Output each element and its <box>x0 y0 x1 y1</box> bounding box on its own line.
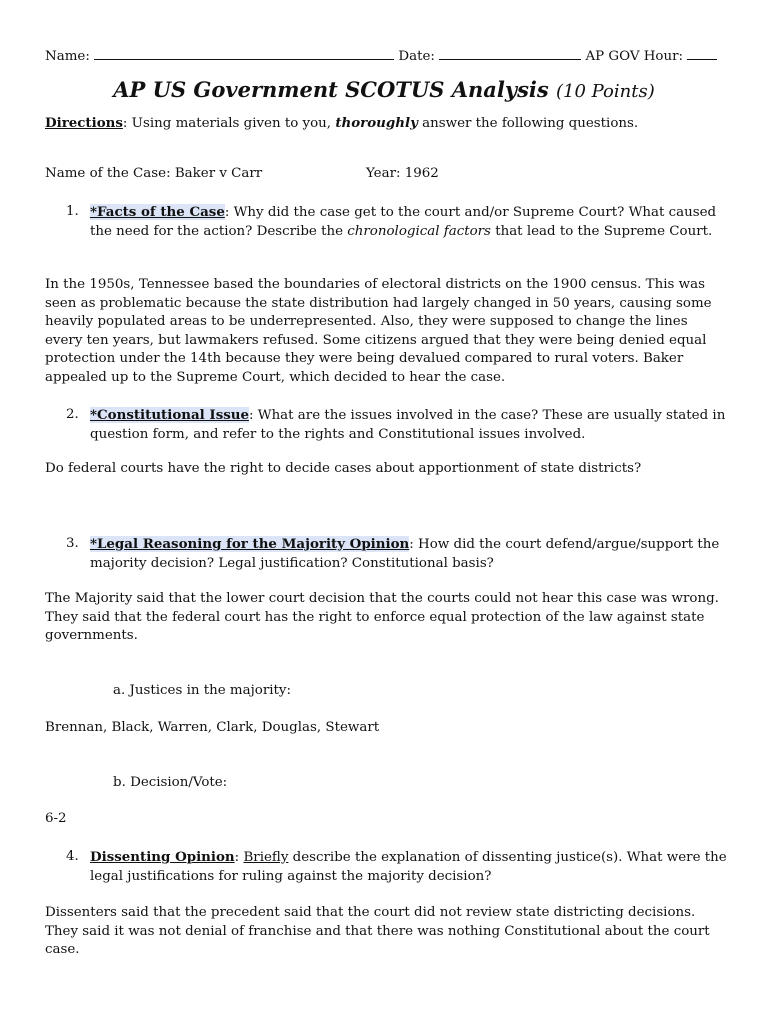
page-title <box>0 77 768 105</box>
name-label: Name: <box>45 49 90 64</box>
case-year: Year: 1962 <box>366 166 439 181</box>
q4-emph: Briefly <box>243 850 289 865</box>
q4-answer: Dissenters said that the precedent said that the court did not review state districting decisions. They said it was not denial of franchise and that there was nothing Constitutional about the court case. <box>45 905 710 957</box>
q3-sub-a-label: a. Justices in the majority: <box>113 683 291 698</box>
q3-sub-b-label: b. Decision/Vote: <box>113 775 228 790</box>
q1-answer: In the 1950s, Tennessee based the boundaries of electoral districts on the 1900 census. This was seen as problematic because the state distribution had largely changed in 50 years, causing some heavily populated areas to be underrepresented. Also, they were supposed to change the lines every ten years, but lawmakers refused. Some citizens argued that they were being denied equal protection under the 14th because they were being devalued compared to rural voters. Baker appealed up to the Supreme Court, which decided to hear the case. <box>45 277 712 385</box>
q2-text: : What are the issues involved in the case? These are usually stated in question form, and refer to the rights and Constitutional issues involved. <box>90 408 726 442</box>
q4-prompt <box>90 848 730 886</box>
q4-text-a: : <box>234 850 244 865</box>
date-label: Date: <box>398 49 435 64</box>
q1-prompt <box>90 203 730 241</box>
q3-answer: The Majority said that the lower court decision that the courts could not hear this case was wrong. They said that the federal court has the right to enforce equal protection of the law against state governments. <box>45 591 719 643</box>
name-blank[interactable] <box>94 46 394 60</box>
q2-number: 2. <box>66 407 79 422</box>
q3-prompt <box>90 535 730 573</box>
q1-number: 1. <box>66 204 79 219</box>
q3-text: : How did the court defend/argue/support the majority decision? Legal justification? Constitutional basis? <box>90 537 720 571</box>
q1-label: *Facts of the Case <box>90 204 225 220</box>
hour-blank[interactable] <box>687 46 717 60</box>
directions-emph: thoroughly <box>335 115 418 131</box>
hour-label: AP GOV Hour: <box>585 49 684 64</box>
directions-after: answer the following questions. <box>417 116 639 131</box>
q3-sub-b-answer: 6-2 <box>45 811 67 826</box>
title-points: (10 Points) <box>556 81 655 102</box>
directions <box>45 114 725 134</box>
q1-text-a: : Why did the case get to the court and/or Supreme Court? What caused the need for the action? Describe the <box>90 205 717 239</box>
q1-text-b: that lead to the Supreme Court. <box>490 223 713 239</box>
q4-number: 4. <box>66 849 79 864</box>
q4-label: Dissenting Opinion <box>90 849 235 865</box>
header-line <box>45 46 735 67</box>
q2-answer: Do federal courts have the right to decide cases about apportionment of state districts? <box>45 461 642 476</box>
q2-label: *Constitutional Issue <box>90 407 250 423</box>
q3-sub-a-answer: Brennan, Black, Warren, Clark, Douglas, Stewart <box>45 720 380 735</box>
q3-label: *Legal Reasoning for the Majority Opinion <box>90 536 410 552</box>
directions-label: Directions <box>45 115 123 131</box>
case-name: Name of the Case: Baker v Carr <box>45 166 263 181</box>
q3-number: 3. <box>66 536 79 551</box>
title-main: AP US Government SCOTUS Analysis <box>113 77 549 102</box>
q4-text-b: describe the explanation of dissenting justice(s). What were the legal justifications for ruling against the majority decision? <box>90 850 727 884</box>
date-blank[interactable] <box>439 46 581 60</box>
directions-before: : Using materials given to you, <box>122 116 336 131</box>
q2-prompt <box>90 406 730 444</box>
q1-emph: chronological factors <box>347 223 491 239</box>
